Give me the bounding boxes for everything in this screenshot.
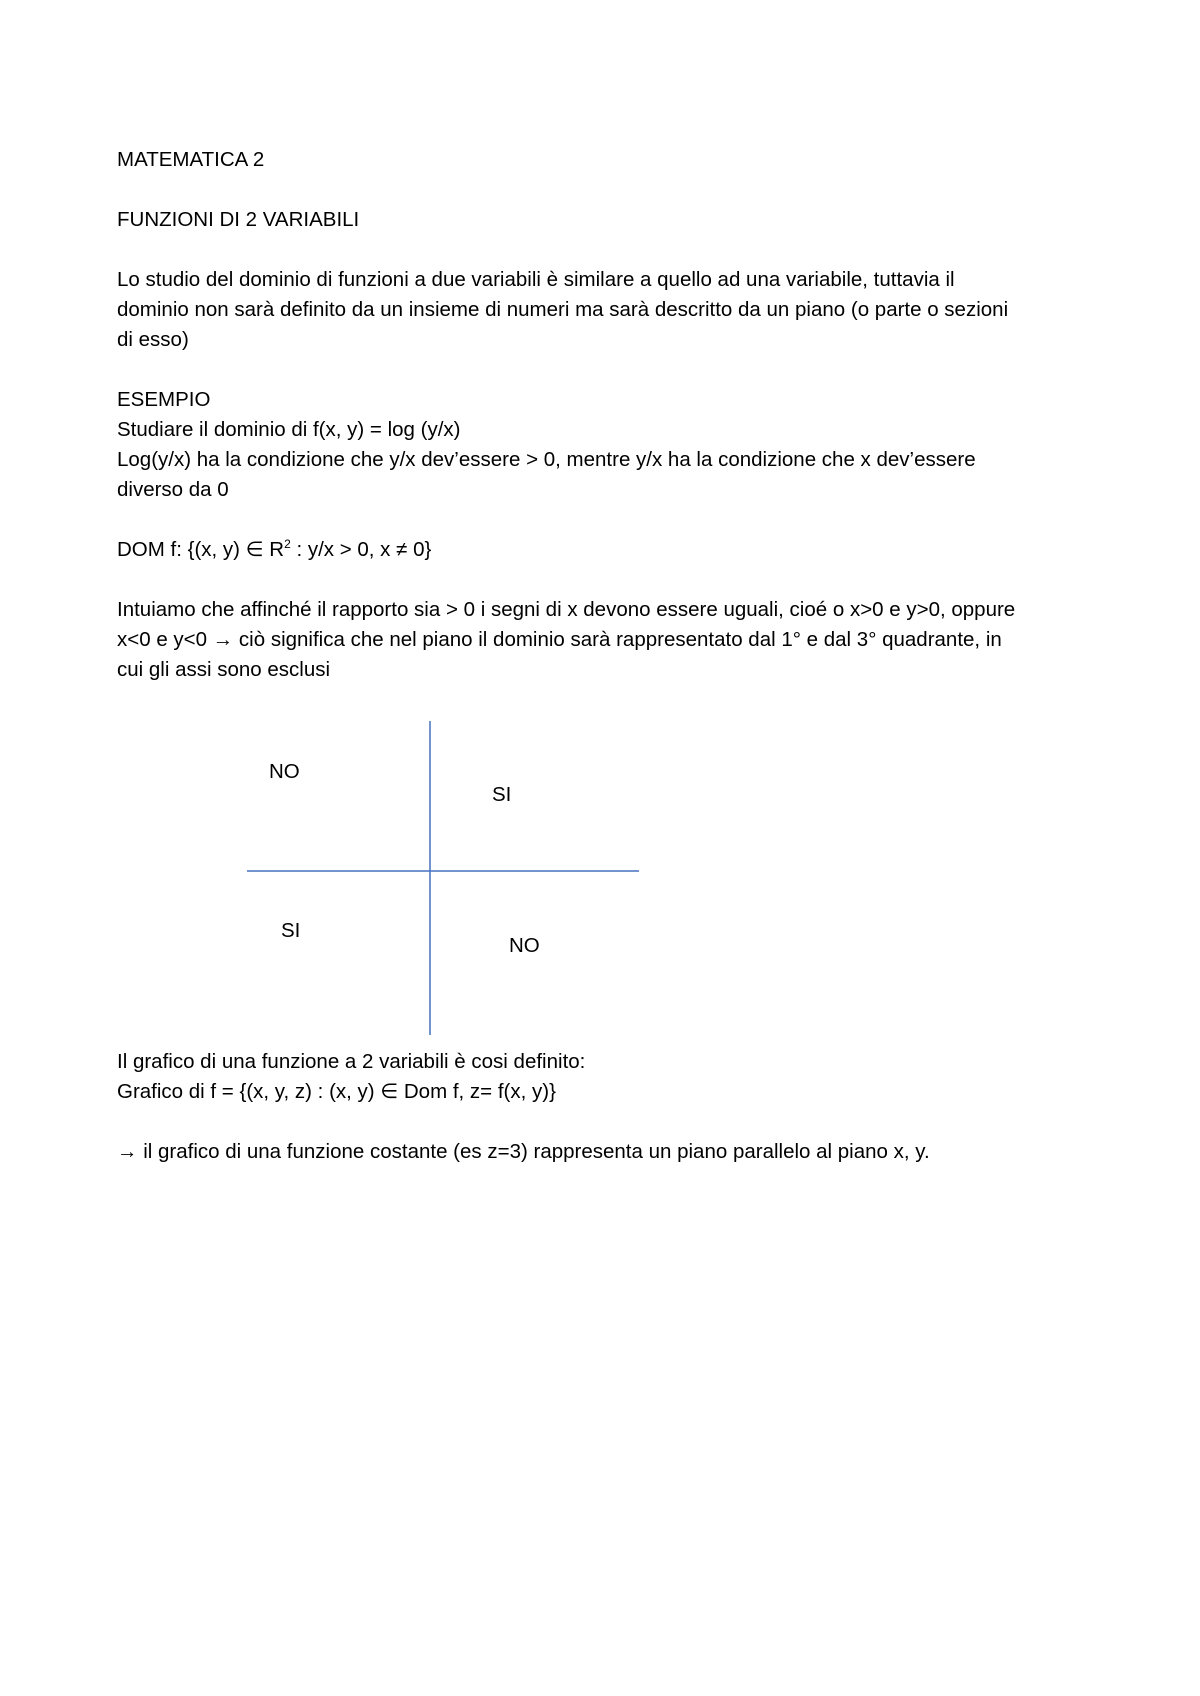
intro-line: Lo studio del dominio di funzioni a due variabili è similare a quello ad una variabile, tuttavia il <box>117 268 955 291</box>
intro-line: di esso) <box>117 328 189 351</box>
quadrant-2-label: NO <box>269 760 300 783</box>
quadrant-axes <box>117 705 1107 1035</box>
conclusion-line: → il grafico di una funzione costante (es z=3) rappresenta un piano parallelo al piano x, y. <box>117 1140 930 1163</box>
domain-superscript: 2 <box>284 537 291 552</box>
document-title: MATEMATICA 2 <box>117 148 265 171</box>
section-heading: FUNZIONI DI 2 VARIABILI <box>117 208 360 231</box>
example-heading: ESEMPIO <box>117 388 211 411</box>
intuition-line: Intuiamo che affinché il rapporto sia > 0 i segni di x devono essere uguali, cioé o x>0 e y>0, oppure <box>117 598 1016 621</box>
example-line: Log(y/x) ha la condizione che y/x dev’essere > 0, mentre y/x ha la condizione che x dev’essere <box>117 448 976 471</box>
graph-line: Grafico di f = {(x, y, z) : (x, y) ∈ Dom f, z= f(x, y)} <box>117 1080 556 1103</box>
domain-prefix: DOM f: {(x, y) ∈ R <box>117 538 285 561</box>
quadrant-4-label: NO <box>509 934 540 957</box>
intuition-line: cui gli assi sono esclusi <box>117 658 331 681</box>
quadrant-diagram <box>117 705 1107 1035</box>
intro-line: dominio non sarà definito da un insieme di numeri ma sarà descritto da un piano (o parte o sezioni <box>117 298 1009 321</box>
domain-definition <box>117 535 1107 565</box>
document-page <box>117 145 1107 1167</box>
intuition-line: x<0 e y<0 → ciò significa che nel piano il dominio sarà rappresentato dal 1° e dal 3° quadrante, in <box>117 628 1002 651</box>
example-line: diverso da 0 <box>117 478 229 501</box>
quadrant-3-label: SI <box>281 919 301 942</box>
domain-suffix: : y/x > 0, x ≠ 0} <box>290 538 432 561</box>
quadrant-1-label: SI <box>492 783 512 806</box>
example-line: Studiare il dominio di f(x, y) = log (y/x) <box>117 418 461 441</box>
graph-line: Il grafico di una funzione a 2 variabili è cosi definito: <box>117 1050 586 1073</box>
